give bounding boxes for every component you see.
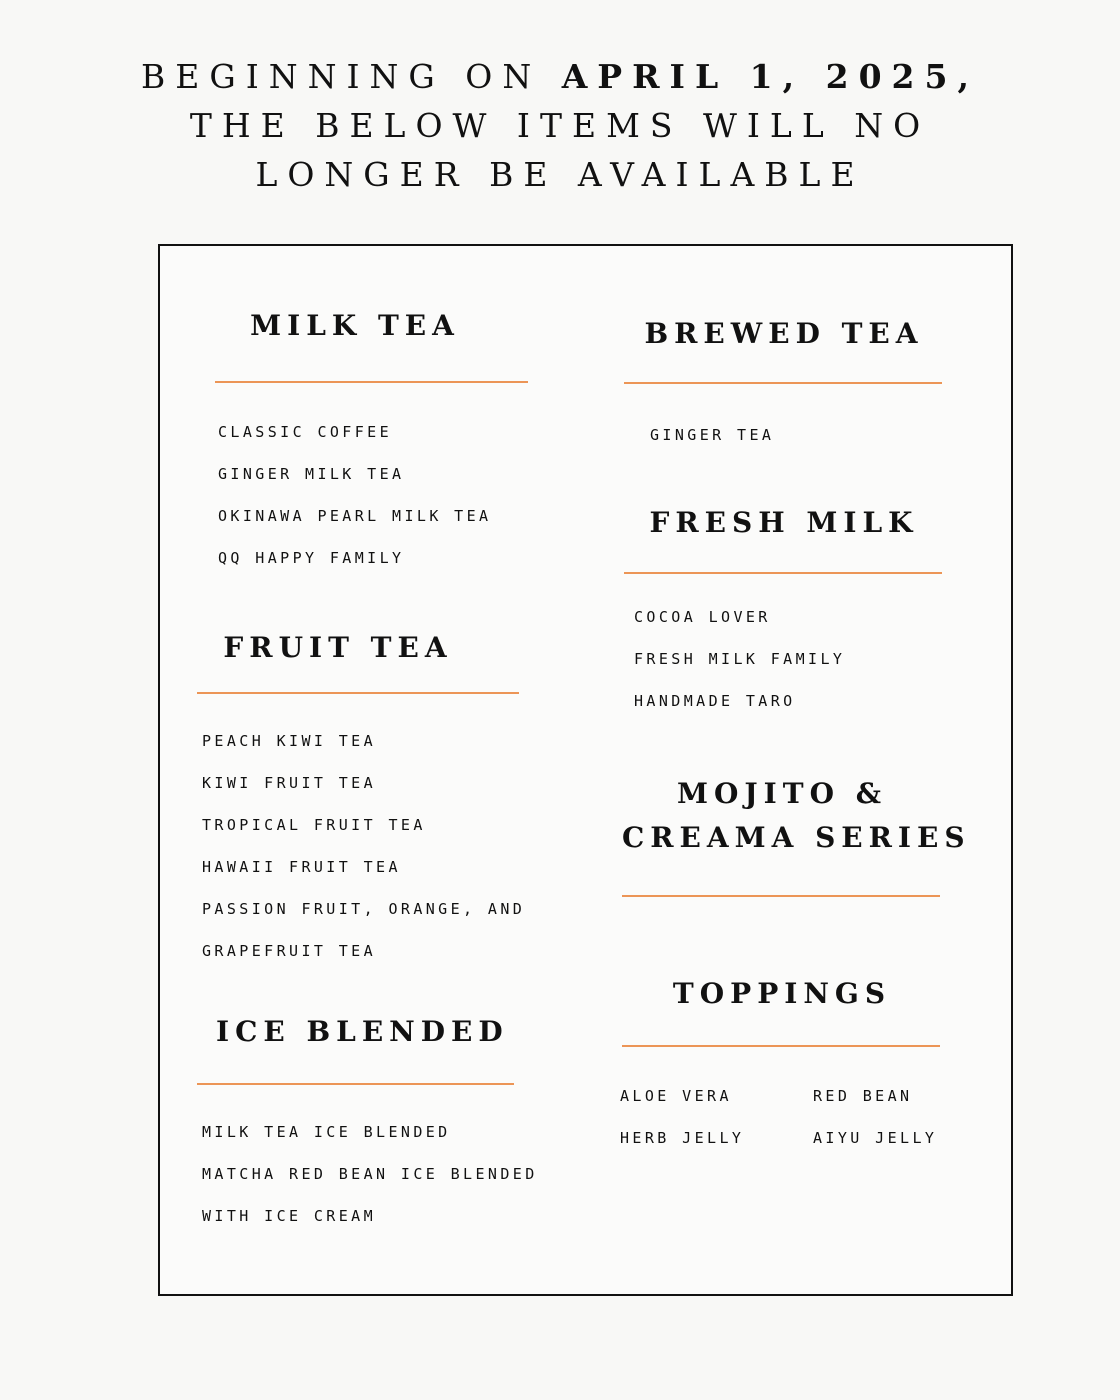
list-item: QQ HAPPY FAMILY bbox=[218, 549, 405, 567]
fruit-tea-list bbox=[202, 731, 525, 983]
brewed-tea-list bbox=[650, 425, 774, 467]
milk-tea-divider bbox=[215, 381, 528, 383]
discontinued-items-panel bbox=[158, 244, 1013, 1296]
header-date: APRIL 1, 2025, bbox=[561, 57, 979, 96]
header-prefix: BEGINNING ON bbox=[141, 57, 562, 96]
fresh-milk-heading: FRESH MILK bbox=[649, 506, 919, 539]
ice-blended-divider bbox=[197, 1083, 514, 1085]
list-item: MILK TEA ICE BLENDED bbox=[202, 1123, 451, 1141]
list-item: KIWI FRUIT TEA bbox=[202, 774, 377, 792]
toppings-list-left bbox=[620, 1086, 744, 1170]
list-item: WITH ICE CREAM bbox=[202, 1207, 377, 1225]
announcement-header bbox=[0, 52, 1120, 199]
ice-blended-list bbox=[202, 1122, 538, 1248]
list-item: HERB JELLY bbox=[620, 1129, 745, 1147]
mojito-divider bbox=[622, 895, 940, 897]
list-item: PASSION FRUIT, ORANGE, AND bbox=[202, 900, 526, 918]
mojito-heading-line-2: CREAMA SERIES bbox=[622, 821, 971, 854]
list-item: TROPICAL FRUIT TEA bbox=[202, 816, 426, 834]
header-line-1 bbox=[0, 52, 1120, 101]
mojito-heading bbox=[622, 772, 971, 860]
list-item: CLASSIC COFFEE bbox=[218, 423, 393, 441]
ice-blended-heading: ICE BLENDED bbox=[216, 1015, 509, 1048]
list-item: COCOA LOVER bbox=[634, 608, 771, 626]
list-item: OKINAWA PEARL MILK TEA bbox=[218, 507, 492, 525]
list-item: FRESH MILK FAMILY bbox=[634, 650, 846, 668]
list-item: HANDMADE TARO bbox=[634, 692, 796, 710]
list-item: ALOE VERA bbox=[620, 1087, 732, 1105]
milk-tea-list bbox=[218, 422, 491, 590]
toppings-list-right bbox=[813, 1086, 937, 1170]
fresh-milk-list bbox=[634, 607, 845, 733]
list-item: AIYU JELLY bbox=[813, 1129, 938, 1147]
list-item: RED BEAN bbox=[813, 1087, 913, 1105]
header-line-2: THE BELOW ITEMS WILL NO bbox=[189, 106, 931, 145]
list-item: MATCHA RED BEAN ICE BLENDED bbox=[202, 1165, 538, 1183]
list-item: HAWAII FRUIT TEA bbox=[202, 858, 401, 876]
brewed-tea-divider bbox=[624, 382, 942, 384]
toppings-divider bbox=[622, 1045, 940, 1047]
list-item: GINGER MILK TEA bbox=[218, 465, 405, 483]
toppings-heading: TOPPINGS bbox=[672, 977, 892, 1010]
header-line-3: LONGER BE AVAILABLE bbox=[255, 155, 865, 194]
list-item: GRAPEFRUIT TEA bbox=[202, 942, 377, 960]
fruit-tea-heading: FRUIT TEA bbox=[223, 631, 453, 664]
fresh-milk-divider bbox=[624, 572, 942, 574]
list-item: PEACH KIWI TEA bbox=[202, 732, 377, 750]
list-item: GINGER TEA bbox=[650, 426, 775, 444]
brewed-tea-heading: BREWED TEA bbox=[644, 317, 924, 350]
milk-tea-heading: MILK TEA bbox=[250, 309, 460, 342]
mojito-heading-line-1: MOJITO & bbox=[677, 777, 887, 810]
fruit-tea-divider bbox=[197, 692, 519, 694]
